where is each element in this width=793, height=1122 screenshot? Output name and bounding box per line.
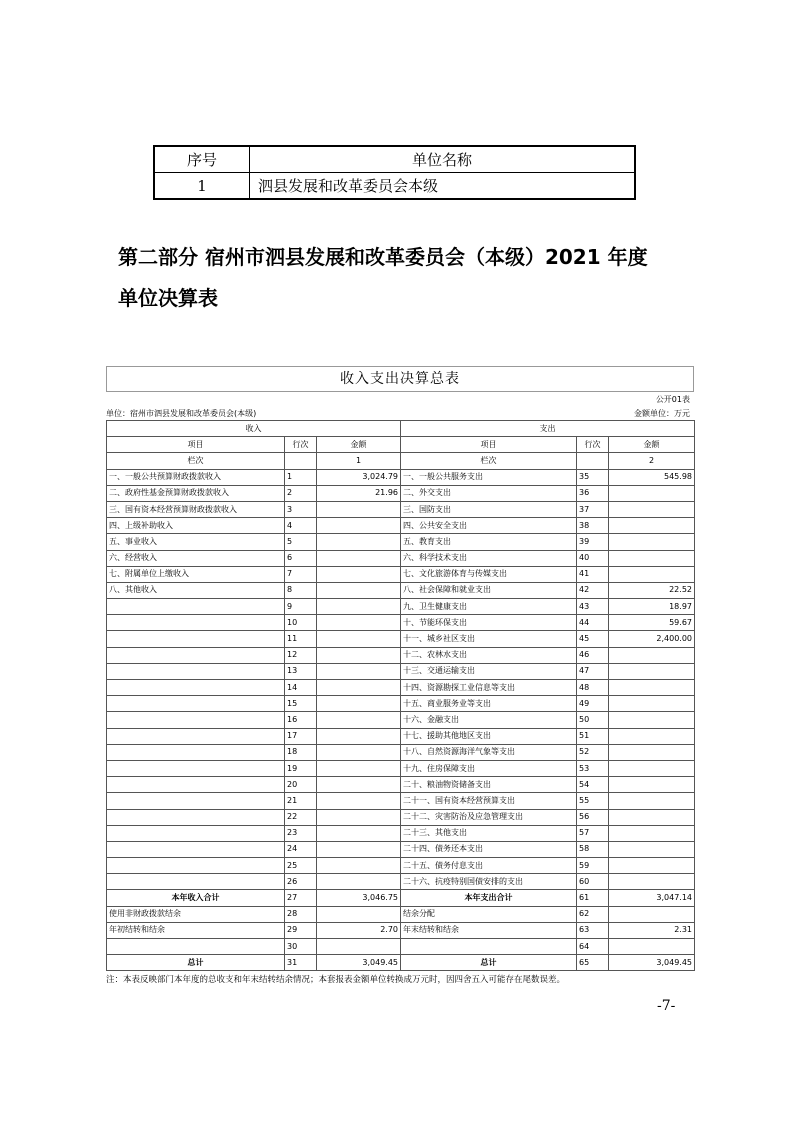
expense-line-no: 58 <box>577 841 609 857</box>
expense-amount <box>609 841 695 857</box>
expense-line-no: 65 <box>577 955 609 971</box>
income-line-no: 24 <box>285 841 317 857</box>
expense-amount <box>609 712 695 728</box>
income-amount <box>317 631 401 647</box>
table-row <box>107 825 695 841</box>
col-amount-income: 金额 <box>317 437 401 453</box>
table-row <box>107 955 695 971</box>
income-item: 五、事业收入 <box>107 534 285 550</box>
expense-line-no: 43 <box>577 599 609 615</box>
lanci-income-num: 1 <box>317 453 401 469</box>
income-item <box>107 841 285 857</box>
expense-amount <box>609 809 695 825</box>
expense-line-no: 55 <box>577 793 609 809</box>
income-item: 八、其他收入 <box>107 582 285 598</box>
income-amount <box>317 744 401 760</box>
income-line-no: 8 <box>285 582 317 598</box>
lanci-income: 栏次 <box>107 453 285 469</box>
income-item <box>107 744 285 760</box>
income-line-no: 29 <box>285 922 317 938</box>
expense-line-no: 64 <box>577 939 609 955</box>
expense-amount <box>609 858 695 874</box>
income-line-no: 23 <box>285 825 317 841</box>
income-amount <box>317 712 401 728</box>
income-amount <box>317 874 401 890</box>
row-name: 泗县发展和改革委员会本级 <box>250 173 636 200</box>
expense-item: 九、卫生健康支出 <box>401 599 577 615</box>
income-amount <box>317 696 401 712</box>
header-name: 单位名称 <box>250 146 636 173</box>
col-line-income: 行次 <box>285 437 317 453</box>
unit-table-row <box>154 173 635 200</box>
income-line-no: 19 <box>285 760 317 776</box>
income-line-no: 11 <box>285 631 317 647</box>
expense-amount <box>609 566 695 582</box>
income-line-no: 16 <box>285 712 317 728</box>
income-amount <box>317 647 401 663</box>
expense-line-no: 62 <box>577 906 609 922</box>
income-item <box>107 680 285 696</box>
row-no: 1 <box>154 173 250 200</box>
income-item: 本年收入合计 <box>107 890 285 906</box>
expense-line-no: 42 <box>577 582 609 598</box>
income-item: 七、附属单位上缴收入 <box>107 566 285 582</box>
expense-line-no: 39 <box>577 534 609 550</box>
expense-amount <box>609 550 695 566</box>
expense-line-no: 41 <box>577 566 609 582</box>
income-item <box>107 663 285 679</box>
income-item <box>107 696 285 712</box>
table-row <box>107 631 695 647</box>
expense-item: 五、教育支出 <box>401 534 577 550</box>
expense-line-no: 35 <box>577 469 609 485</box>
reporting-unit: 单位：宿州市泗县发展和改革委员会(本级) <box>106 409 257 418</box>
table-row <box>107 890 695 906</box>
expense-amount: 2,400.00 <box>609 631 695 647</box>
expense-item: 十二、农林水支出 <box>401 647 577 663</box>
expense-item: 十一、城乡社区支出 <box>401 631 577 647</box>
table-row <box>107 566 695 582</box>
table-row <box>107 663 695 679</box>
expense-amount: 2.31 <box>609 922 695 938</box>
income-line-no: 21 <box>285 793 317 809</box>
expense-line-no: 40 <box>577 550 609 566</box>
income-line-no: 5 <box>285 534 317 550</box>
income-line-no: 9 <box>285 599 317 615</box>
income-line-no: 27 <box>285 890 317 906</box>
section-heading-line2: 单位决算表 <box>118 286 218 310</box>
income-item <box>107 939 285 955</box>
expense-item: 六、科学技术支出 <box>401 550 577 566</box>
statement-title: 收入支出决算总表 <box>106 366 694 392</box>
expense-item: 十七、援助其他地区支出 <box>401 728 577 744</box>
expense-amount: 3,047.14 <box>609 890 695 906</box>
expense-item <box>401 939 577 955</box>
income-header: 收入 <box>107 421 401 437</box>
expense-item: 二十二、灾害防治及应急管理支出 <box>401 809 577 825</box>
table-row <box>107 939 695 955</box>
expense-line-no: 50 <box>577 712 609 728</box>
expense-item: 二、外交支出 <box>401 485 577 501</box>
table-row <box>107 809 695 825</box>
income-amount: 3,024.79 <box>317 469 401 485</box>
income-line-no: 12 <box>285 647 317 663</box>
table-row <box>107 615 695 631</box>
income-line-no: 25 <box>285 858 317 874</box>
form-code: 公开01表 <box>655 395 690 404</box>
statement-meta <box>106 392 694 420</box>
income-amount <box>317 809 401 825</box>
col-line-expense: 行次 <box>577 437 609 453</box>
expense-line-no: 48 <box>577 680 609 696</box>
lanci-row <box>107 453 695 469</box>
header-no: 序号 <box>154 146 250 173</box>
expense-amount <box>609 534 695 550</box>
expense-amount: 545.98 <box>609 469 695 485</box>
table-row <box>107 582 695 598</box>
expense-item: 十四、资源勘探工业信息等支出 <box>401 680 577 696</box>
income-amount <box>317 615 401 631</box>
expense-line-no: 63 <box>577 922 609 938</box>
income-item <box>107 599 285 615</box>
income-amount <box>317 728 401 744</box>
expense-amount: 59.67 <box>609 615 695 631</box>
income-item <box>107 760 285 776</box>
expense-amount: 3,049.45 <box>609 955 695 971</box>
income-amount <box>317 825 401 841</box>
income-item <box>107 858 285 874</box>
income-line-no: 1 <box>285 469 317 485</box>
table-row <box>107 485 695 501</box>
column-header-row <box>107 437 695 453</box>
income-item <box>107 793 285 809</box>
statement-grid <box>106 420 695 971</box>
income-amount <box>317 534 401 550</box>
expense-amount <box>609 760 695 776</box>
income-amount: 3,049.45 <box>317 955 401 971</box>
table-row <box>107 858 695 874</box>
expense-item: 结余分配 <box>401 906 577 922</box>
expense-line-no: 38 <box>577 518 609 534</box>
section-heading-line1: 第二部分 宿州市泗县发展和改革委员会（本级）2021 年度 <box>118 245 648 269</box>
income-amount <box>317 760 401 776</box>
income-line-no: 14 <box>285 680 317 696</box>
expense-amount <box>609 501 695 517</box>
income-amount: 3,046.75 <box>317 890 401 906</box>
income-item <box>107 777 285 793</box>
expense-item: 三、国防支出 <box>401 501 577 517</box>
expense-item: 二十五、债务付息支出 <box>401 858 577 874</box>
expense-amount <box>609 874 695 890</box>
table-row <box>107 550 695 566</box>
expense-amount <box>609 680 695 696</box>
expense-line-no: 47 <box>577 663 609 679</box>
expense-item: 二十三、其他支出 <box>401 825 577 841</box>
income-item: 一、一般公共预算财政拨款收入 <box>107 469 285 485</box>
expense-line-no: 52 <box>577 744 609 760</box>
expense-amount <box>609 728 695 744</box>
income-line-no: 4 <box>285 518 317 534</box>
expense-header: 支出 <box>401 421 695 437</box>
page-number: -7- <box>657 998 676 1014</box>
income-amount <box>317 599 401 615</box>
expense-amount <box>609 906 695 922</box>
expense-item: 十八、自然资源海洋气象等支出 <box>401 744 577 760</box>
income-line-no: 31 <box>285 955 317 971</box>
expense-item: 十九、住房保障支出 <box>401 760 577 776</box>
income-item <box>107 825 285 841</box>
expense-line-no: 49 <box>577 696 609 712</box>
expense-item: 七、文化旅游体育与传媒支出 <box>401 566 577 582</box>
income-line-no: 10 <box>285 615 317 631</box>
income-line-no: 15 <box>285 696 317 712</box>
expense-line-no: 45 <box>577 631 609 647</box>
col-amount-expense: 金额 <box>609 437 695 453</box>
income-amount <box>317 566 401 582</box>
income-amount <box>317 680 401 696</box>
table-row <box>107 760 695 776</box>
expense-item: 年末结转和结余 <box>401 922 577 938</box>
expense-amount <box>609 647 695 663</box>
expense-line-no: 53 <box>577 760 609 776</box>
expense-amount: 22.52 <box>609 582 695 598</box>
income-item: 三、国有资本经营预算财政拨款收入 <box>107 501 285 517</box>
income-amount <box>317 550 401 566</box>
expense-amount <box>609 744 695 760</box>
income-amount <box>317 501 401 517</box>
unit-table <box>153 145 636 200</box>
expense-line-no: 57 <box>577 825 609 841</box>
income-item <box>107 647 285 663</box>
expense-item: 十五、商业服务业等支出 <box>401 696 577 712</box>
income-line-no: 28 <box>285 906 317 922</box>
expense-item: 本年支出合计 <box>401 890 577 906</box>
money-unit: 金额单位：万元 <box>634 409 690 418</box>
expense-item: 一、一般公共服务支出 <box>401 469 577 485</box>
income-line-no: 26 <box>285 874 317 890</box>
income-amount <box>317 582 401 598</box>
expense-line-no: 44 <box>577 615 609 631</box>
unit-table-header <box>154 146 635 173</box>
table-row <box>107 874 695 890</box>
expense-item: 十、节能环保支出 <box>401 615 577 631</box>
income-amount <box>317 906 401 922</box>
table-row <box>107 793 695 809</box>
col-item-expense: 项目 <box>401 437 577 453</box>
income-line-no: 6 <box>285 550 317 566</box>
lanci-expense-num: 2 <box>609 453 695 469</box>
expense-line-no: 61 <box>577 890 609 906</box>
income-line-no: 13 <box>285 663 317 679</box>
table-row <box>107 696 695 712</box>
expense-item: 二十一、国有资本经营预算支出 <box>401 793 577 809</box>
expense-amount <box>609 939 695 955</box>
expense-line-no: 60 <box>577 874 609 890</box>
income-line-no: 7 <box>285 566 317 582</box>
income-item <box>107 712 285 728</box>
table-row <box>107 906 695 922</box>
expense-item: 八、社会保障和就业支出 <box>401 582 577 598</box>
table-row <box>107 534 695 550</box>
expense-amount <box>609 518 695 534</box>
expense-item: 二十、粮油物资储备支出 <box>401 777 577 793</box>
expense-line-no: 59 <box>577 858 609 874</box>
income-line-no: 17 <box>285 728 317 744</box>
expense-line-no: 46 <box>577 647 609 663</box>
income-amount <box>317 518 401 534</box>
expense-item: 二十六、抗疫特别国债安排的支出 <box>401 874 577 890</box>
expense-amount: 18.97 <box>609 599 695 615</box>
expense-item: 十六、金融支出 <box>401 712 577 728</box>
income-expense-header-row <box>107 421 695 437</box>
income-line-no: 22 <box>285 809 317 825</box>
expense-amount <box>609 777 695 793</box>
income-item: 年初结转和结余 <box>107 922 285 938</box>
income-line-no: 20 <box>285 777 317 793</box>
income-amount <box>317 858 401 874</box>
income-line-no: 3 <box>285 501 317 517</box>
expense-item: 二十四、债务还本支出 <box>401 841 577 857</box>
table-row <box>107 599 695 615</box>
income-amount <box>317 793 401 809</box>
income-item: 四、上级补助收入 <box>107 518 285 534</box>
expense-amount <box>609 793 695 809</box>
table-row <box>107 922 695 938</box>
income-item: 使用非财政拨款结余 <box>107 906 285 922</box>
expense-line-no: 36 <box>577 485 609 501</box>
income-item <box>107 615 285 631</box>
income-item: 总计 <box>107 955 285 971</box>
expense-line-no: 51 <box>577 728 609 744</box>
income-item <box>107 728 285 744</box>
table-row <box>107 680 695 696</box>
table-row <box>107 518 695 534</box>
income-item: 二、政府性基金预算财政拨款收入 <box>107 485 285 501</box>
expense-amount <box>609 663 695 679</box>
income-item: 六、经营收入 <box>107 550 285 566</box>
table-row <box>107 501 695 517</box>
expense-amount <box>609 696 695 712</box>
income-line-no: 30 <box>285 939 317 955</box>
lanci-expense: 栏次 <box>401 453 577 469</box>
expense-item: 十三、交通运输支出 <box>401 663 577 679</box>
table-row <box>107 469 695 485</box>
income-amount: 2.70 <box>317 922 401 938</box>
table-row <box>107 728 695 744</box>
expense-item: 总计 <box>401 955 577 971</box>
expense-line-no: 37 <box>577 501 609 517</box>
table-row <box>107 744 695 760</box>
expense-amount <box>609 825 695 841</box>
income-item <box>107 631 285 647</box>
expense-line-no: 54 <box>577 777 609 793</box>
income-amount <box>317 841 401 857</box>
col-item-income: 项目 <box>107 437 285 453</box>
income-amount: 21.96 <box>317 485 401 501</box>
income-item <box>107 874 285 890</box>
income-amount <box>317 663 401 679</box>
income-item <box>107 809 285 825</box>
income-amount <box>317 939 401 955</box>
income-amount <box>317 777 401 793</box>
table-row <box>107 841 695 857</box>
statement-table <box>106 366 694 985</box>
footnote: 注：本表反映部门本年度的总收支和年末结转结余情况；本套报表金额单位转换成万元时，因四舍五入可能存在尾数误差。 <box>106 975 566 986</box>
income-line-no: 2 <box>285 485 317 501</box>
expense-amount <box>609 485 695 501</box>
expense-line-no: 56 <box>577 809 609 825</box>
expense-item: 四、公共安全支出 <box>401 518 577 534</box>
table-row <box>107 712 695 728</box>
table-row <box>107 777 695 793</box>
table-row <box>107 647 695 663</box>
income-line-no: 18 <box>285 744 317 760</box>
